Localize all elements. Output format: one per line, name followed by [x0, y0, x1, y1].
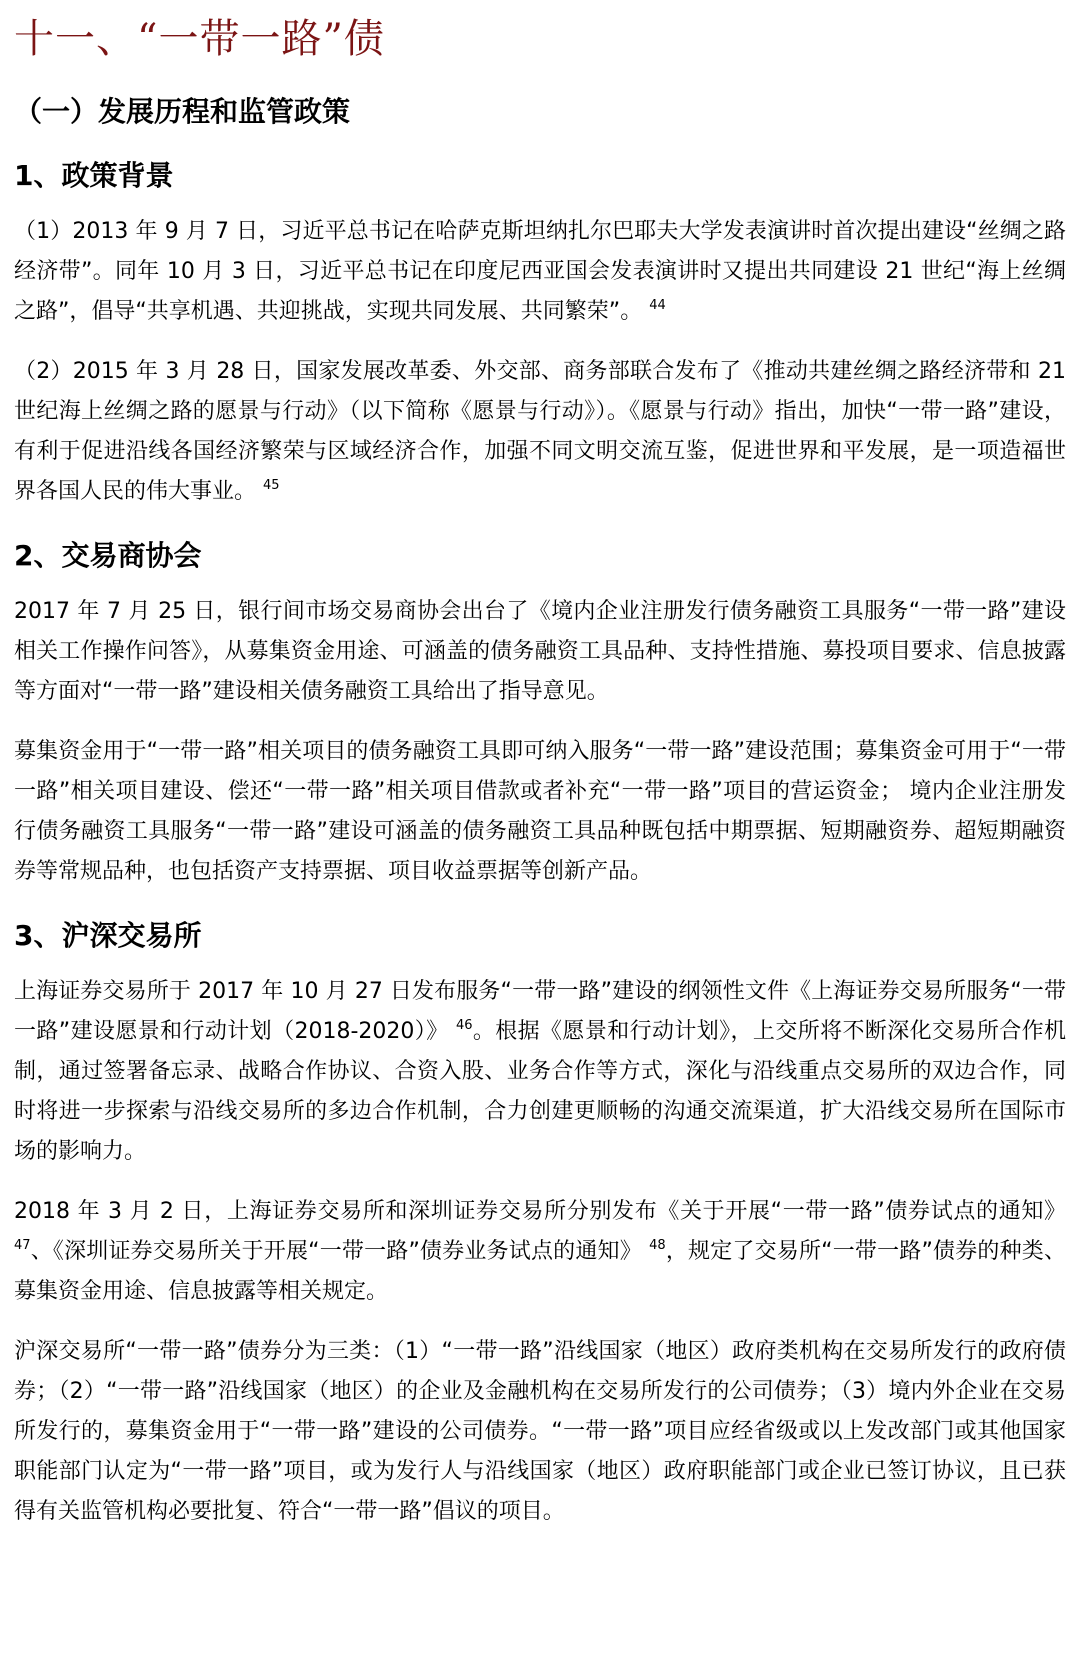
footnote-ref: 47 — [14, 1238, 31, 1253]
paragraph-text: 、《深圳证券交易所关于开展“一带一路”债券业务试点的通知》 — [30, 1239, 642, 1264]
paragraph — [14, 212, 1066, 332]
paragraph-text: （1）2013 年 9 月 7 日，习近平总书记在哈萨克斯坦纳扎尔巴耶夫大学发表演讲时首次提出建设“丝绸之路经济带”。同年 10 月 3 日，习近平总书记在印度尼西亚国会发表演讲时又提出共同建设 21 世纪“海上丝绸之路”，倡导“共享机遇、共迎挑战，实现共同发展、共同繁荣”。 — [14, 219, 1066, 324]
footnote-ref: 46 — [455, 1018, 473, 1033]
section-title: （一）发展历程和监管政策 — [14, 95, 351, 128]
paragraph: 2017 年 7 月 25 日，银行间市场交易商协会出台了《境内企业注册发行债务融资工具服务“一带一路”建设相关工作操作问答》，从募集资金用途、可涵盖的债务融资工具品种、支持性措施、募投项目要求、信息披露等方面对“一带一路”建设相关债务融资工具给出了指导意见。 — [14, 599, 1066, 704]
paragraph — [14, 1192, 1066, 1312]
paragraph — [14, 972, 1066, 1172]
document-page — [14, 0, 1066, 1532]
paragraph — [14, 352, 1066, 512]
footnote-ref: 44 — [649, 298, 666, 313]
chapter-title: 十一、“一带一路”债 — [14, 16, 385, 62]
subsection-heading-policy-background: 1、政策背景 — [14, 159, 174, 192]
paragraph-text: 2018 年 3 月 2 日，上海证券交易所和深圳证券交易所分别发布《关于开展“一带一路”债券试点的通知》 — [14, 1199, 1066, 1224]
subsection-heading-exchanges: 3、沪深交易所 — [14, 919, 202, 952]
paragraph: 沪深交易所“一带一路”债券分为三类：（1）“一带一路”沿线国家（地区）政府类机构在交易所发行的政府债券；（2）“一带一路”沿线国家（地区）的企业及金融机构在交易所发行的公司债券；（3）境内外企业在交易所发行的，募集资金用于“一带一路”建设的公司债券。“一带一路”项目应经省级或以上发改部门或其他国家职能部门认定为“一带一路”项目，或为发行人与沿线国家（地区）政府职能部门或企业已签订协议，且已获得有关监管机构必要批复、符合“一带一路”倡议的项目。 — [14, 1339, 1066, 1524]
paragraph: 募集资金用于“一带一路”相关项目的债务融资工具即可纳入服务“一带一路”建设范围；募集资金可用于“一带一路”相关项目建设、偿还“一带一路”相关项目借款或者补充“一带一路”项目的营运资金； 境内企业注册发行债务融资工具服务“一带一路”建设可涵盖的债务融资工具品种既包括中期票据、短期融资券、超短期融资券等常规品种，也包括资产支持票据、项目收益票据等创新产品。 — [14, 739, 1066, 884]
footnote-ref: 45 — [263, 478, 280, 493]
paragraph-text: ，规定了交易所“一带一路”债券的种类、募集资金用途、信息披露等相关规定。 — [14, 1239, 1066, 1304]
paragraph-text: 。根据《愿景和行动计划》，上交所将不断深化交易所合作机制，通过签署备忘录、战略合作协议、合资入股、业务合作等方式，深化与沿线重点交易所的双边合作，同时将进一步探索与沿线交易所的多边合作机制，合力创建更顺畅的沟通交流渠道，扩大沿线交易所在国际市场的影响力。 — [14, 1019, 1066, 1164]
paragraph-text: （2）2015 年 3 月 28 日，国家发展改革委、外交部、商务部联合发布了《推动共建丝绸之路经济带和 21 世纪海上丝绸之路的愿景与行动》（以下简称《愿景与行动》）。《愿景与行动》指出，加快“一带一路”建设，有利于促进沿线各国经济繁荣与区域经济合作，加强不同文明交流互鉴，促进世界和平发展，是一项造福世界各国人民的伟大事业。 — [14, 359, 1066, 504]
paragraph-text: 上海证券交易所于 2017 年 10 月 27 日发布服务“一带一路”建设的纲领性文件《上海证券交易所服务“一带一路”建设愿景和行动计划（2018-2020）》 — [14, 979, 1066, 1044]
footnote-ref: 48 — [649, 1238, 666, 1253]
subsection-heading-nafmii: 2、交易商协会 — [14, 539, 202, 572]
